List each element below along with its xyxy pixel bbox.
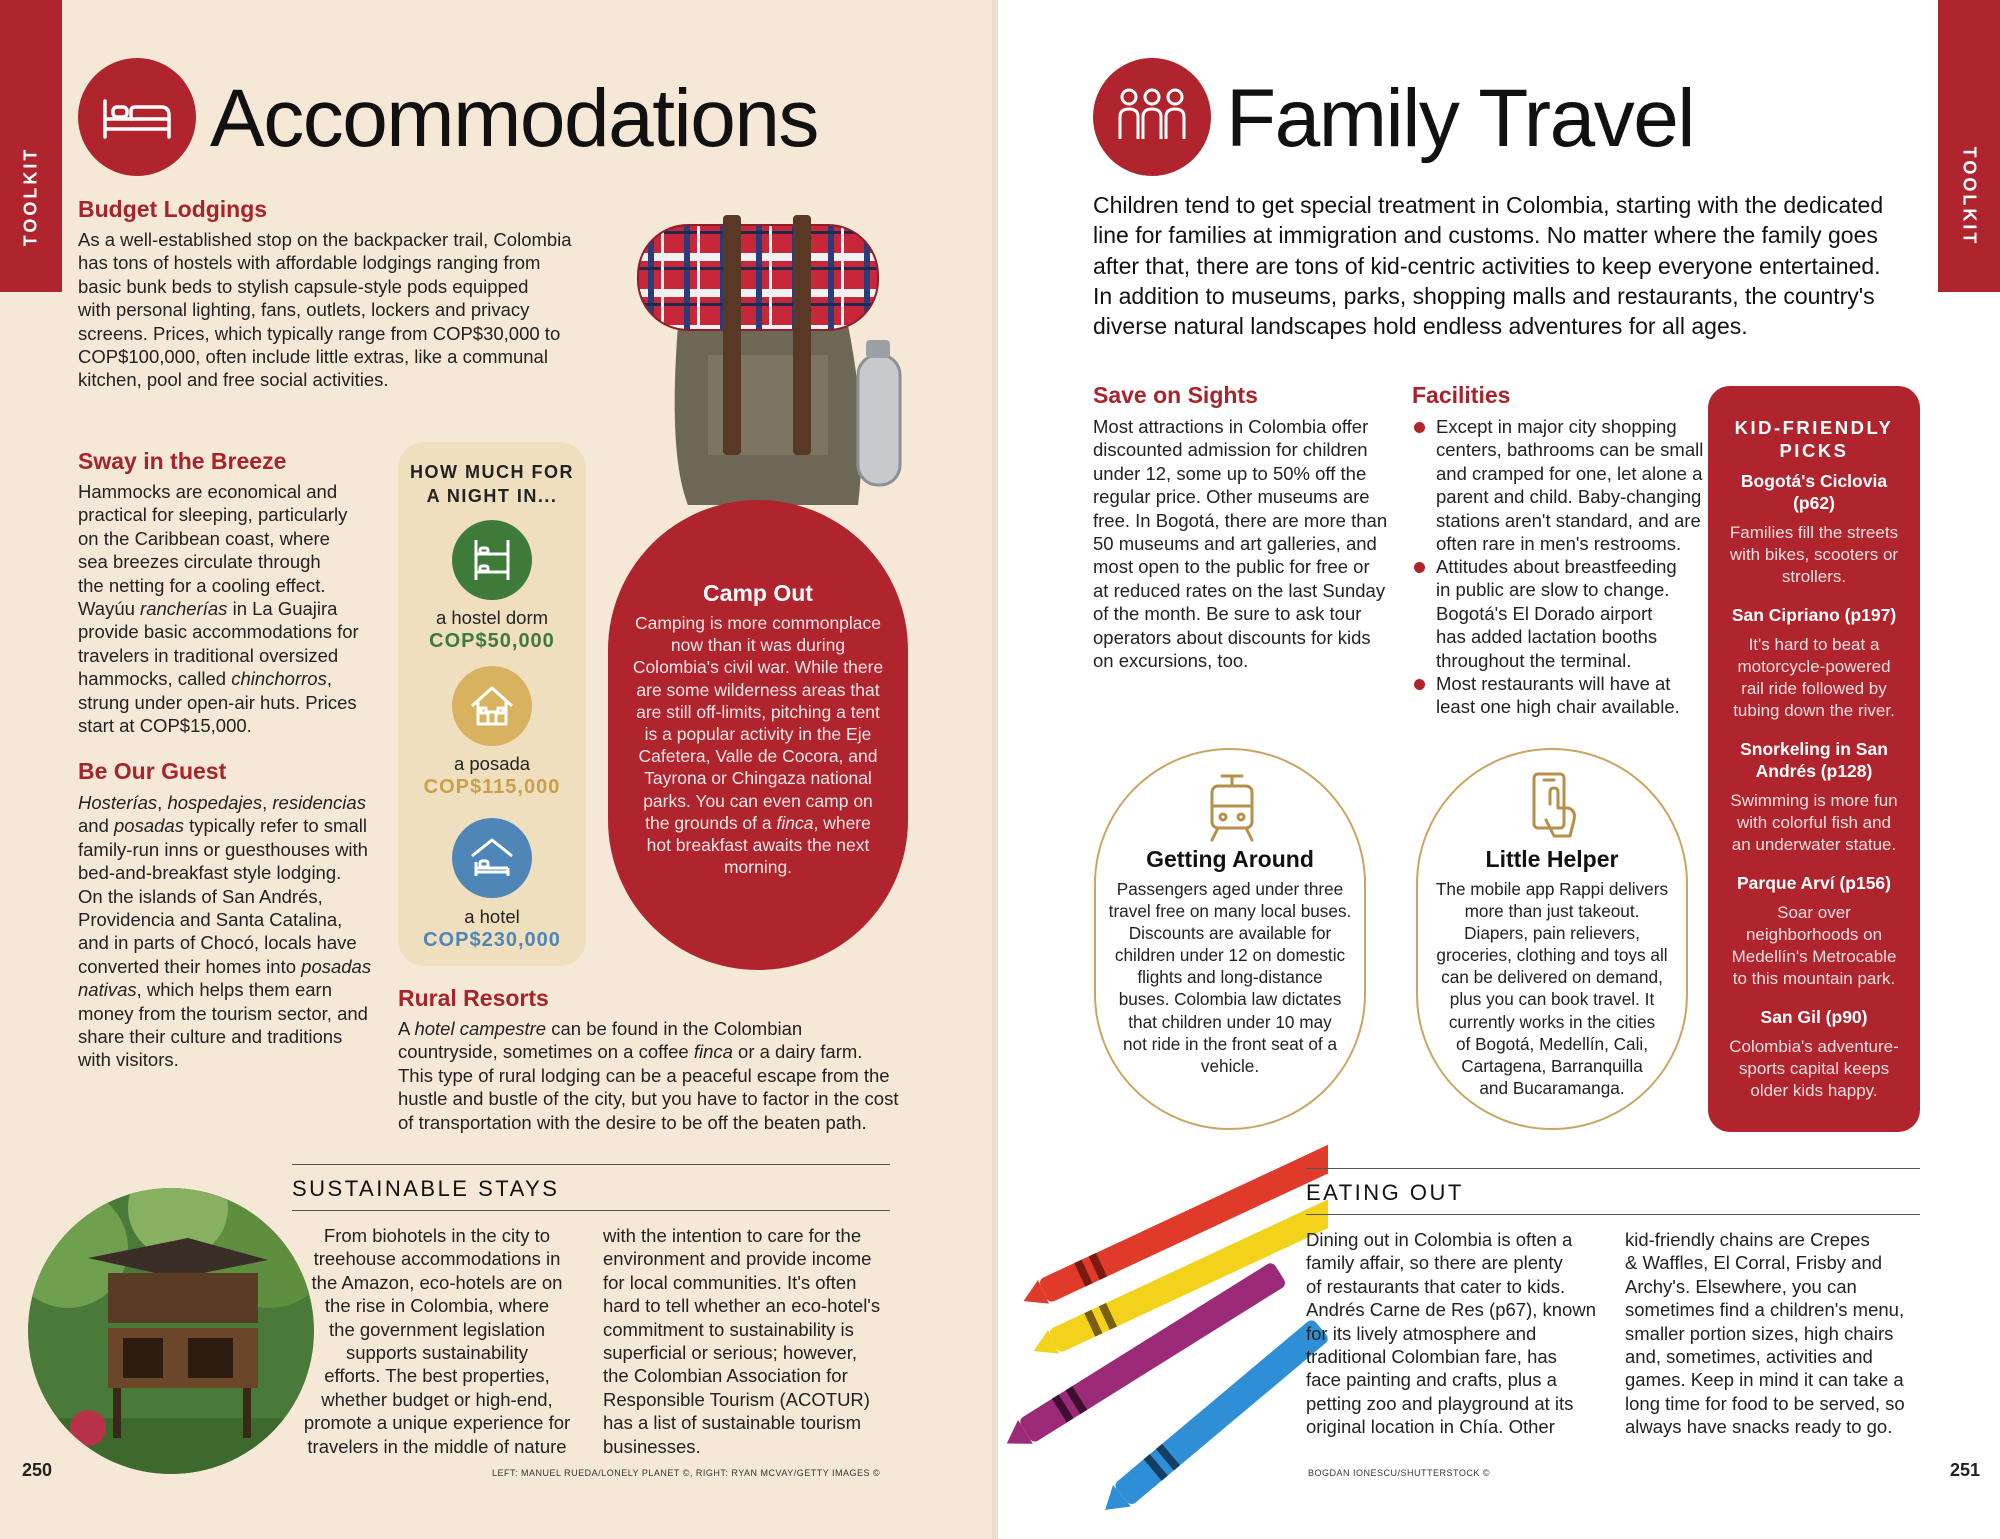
camp-out-heading: Camp Out (703, 580, 813, 606)
sights-text: Most attractions in Colombia offer discounted admission for children under 12, some up to 50% off the regular price. Other museums are free. In Bogotá, there are more than 50 museums and art galleries, and most open to the public for free or at reduced rates on the last Sunday of the month. Be sure to ask tour operators about discounts for kids on excursions, too. (1093, 416, 1388, 672)
hostel-label: a hostel dorm (435, 607, 549, 628)
eating-out-col2: kid-friendly chains are Crepes & Waffles, El Corral, Frisby and Archy's. Elsewhere, you can sometimes find a children's menu, smaller portion sizes, high chairs and, sometimes, activities and games. Keep in mind it can take a long time for food to be served, so always have snacks ready to go. (1625, 1229, 1905, 1438)
chapter-title: Accommodations (210, 73, 818, 164)
posada-price: COP$115,000 (423, 776, 561, 798)
left-page (0, 0, 998, 1539)
guest-heading: Be Our Guest (78, 758, 227, 784)
little-helper-heading: Little Helper (1485, 846, 1619, 872)
phone-tap-icon (1524, 770, 1584, 846)
pick-heading: Bogotá's Ciclovia (p62) (1740, 471, 1888, 513)
divider (1306, 1168, 1920, 1169)
pick-text: Colombia's adventure- sports capital keeps older kids happy. (1729, 1037, 1899, 1100)
sights-heading: Save on Sights (1093, 382, 1258, 408)
sway-heading: Sway in the Breeze (78, 448, 287, 474)
budget-heading: Budget Lodgings (78, 196, 268, 222)
side-tab-toolkit: TOOLKIT (0, 0, 62, 292)
pick-heading: Parque Arví (p156) (1737, 873, 1891, 893)
treehouse-photo (28, 1188, 314, 1474)
sustainable-col1: From biohotels in the city to treehouse accommodations in the Amazon, eco-hotels are on the rise in Colombia, where the government legislation supports sustainability efforts. The best properties, whether budget or high-end, promote a unique experience for travelers in the middle of nature (303, 1225, 571, 1457)
getting-around-text: Passengers aged under three travel free on many local buses. Discounts are available for children under 12 on domestic flights and long-distance buses. Colombia law dictates that children under 10 may not ride in the front seat of a vehicle. (1108, 879, 1352, 1076)
posada-label: a posada (453, 753, 531, 774)
photo-credit: LEFT: MANUEL RUEDA/LONELY PLANET ©, RIGHT: RYAN MCVAY/GETTY IMAGES © (492, 1468, 881, 1478)
pick-text: Swimming is more fun with colorful fish and an underwater statue. (1730, 791, 1898, 854)
divider (292, 1164, 890, 1165)
rural-heading: Rural Resorts (398, 985, 549, 1011)
pick-text: Families fill the streets with bikes, scooters or strollers. (1729, 523, 1899, 586)
bunk-bed-icon (452, 520, 532, 600)
pick-text: It's hard to beat a motorcycle-powered rail ride followed by tubing down the river. (1733, 635, 1895, 720)
bed-icon (78, 58, 196, 176)
page-number: 251 (1950, 1460, 1981, 1480)
little-helper-text: The mobile app Rappi delivers more than just takeout. Diapers, pain relievers, groceries, clothing and toys all can be delivered on demand, plus you can book travel. It currently works in the cities of Bogotá, Medellín, Cali, Cartagena, Barranquilla and Bucaramanga. (1435, 879, 1669, 1098)
how-much-title: HOW MUCH FOR A NIGHT IN... (410, 462, 574, 506)
chapter-title: Family Travel (1226, 73, 1695, 164)
pick-heading: Snorkeling in San Andrés (p128) (1740, 739, 1888, 781)
facilities-bullet-2: Attitudes about breastfeeding in public are slow to change. Bogotá's El Dorado airport has added lactation booths throughout the terminal. (1436, 556, 1677, 671)
sustainable-col2: with the intention to care for the environment and provide income for local communities. It's often hard to tell whether an eco-hotel's commitment to sustainability is superficial or serious; however, the Colombian Association for Responsible Tourism (ACOTUR) has a list of sustainable tourism businesses. (603, 1225, 881, 1457)
eating-out-heading: EATING OUT (1306, 1180, 1464, 1205)
pick-heading: San Cipriano (p197) (1731, 605, 1897, 625)
crayons-photo (998, 1130, 1328, 1510)
rural-text: A hotel campestre can be found in the Colombian countryside, sometimes on a coffee finca or a dairy farm. This type of rural lodging can be a peaceful escape from the hustle and bustle of the city, but you have to factor in the cost of transportation with the desire to be off the beaten path. (398, 1018, 899, 1133)
family-icon (1093, 58, 1211, 176)
kid-picks-title: KID-FRIENDLY PICKS (1734, 417, 1894, 461)
little-helper-box (1416, 748, 1688, 1130)
bullet (1414, 679, 1425, 690)
budget-text: As a well-established stop on the backpacker trail, Colombia has tons of hostels with affordable lodgings ranging from basic bunk beds to stylish capsule-style pods equipped with personal lighting, fans, outlets, lockers and privacy screens. Prices, which typically range from COP$30,000 to COP$100,000, often include little extras, like a communal kitchen, pool and free social activities. (78, 229, 572, 391)
backpack-photo (598, 205, 928, 535)
facilities-bullet-1: Except in major city shopping centers, bathrooms can be small and cramped for one, let alone a parent and child. Baby-changing stations aren't standard, and are often rare in men's restrooms. (1436, 416, 1704, 555)
pick-heading: San Gil (p90) (1760, 1007, 1868, 1027)
camp-out-text: Camping is more commonplace now than it was during Colombia's civil war. While there are some wilderness areas that are still off-limits, pitching a tent is a popular activity in the Eje Cafetera, Valle de Cocora, and Tayrona or Chingaza national parks. You can even camp on the grounds of a finca, where hot breakfast awaits the next morning. (632, 613, 884, 878)
kid-friendly-picks (1708, 386, 1920, 1132)
how-much-box (398, 442, 586, 966)
intro-text: Children tend to get special treatment in Colombia, starting with the dedicated line for families at immigration and customs. No matter where the family goes after that, there are tons of kid-centric activities to keep everyone entertained. In addition to museums, parks, shopping malls and restaurants, the country's diverse natural landscapes hold endless adventures for all ages. (1093, 192, 1884, 340)
pick-text: Soar over neighborhoods on Medellín's Metrocable to this mountain park. (1731, 903, 1897, 988)
eating-out-col1: Dining out in Colombia is often a family affair, so there are plenty of restaurants that cater to kids. Andrés Carne de Res (p67), known for its lively atmosphere and traditional Colombian fare, has face painting and crafts, plus a petting zoo and playground at its original location in Chía. Other (1306, 1229, 1596, 1438)
side-tab-toolkit: TOOLKIT (1938, 0, 2000, 292)
sway-text: Hammocks are economical and practical for sleeping, particularly on the Caribbean coast, where sea breezes circulate through the netting for a cooling effect. Wayúu rancherías in La Guajira provide basic accommodations for travelers in traditional oversized hammocks, called chinchorros, strung under open-air huts. Prices start at COP$15,000. (78, 481, 359, 737)
sustainable-heading: SUSTAINABLE STAYS (292, 1176, 560, 1201)
guest-text: Hosterías, hospedajes, residencias and posadas typically refer to small family-run inns or guesthouses with bed-and-breakfast style lodging. On the islands of San Andrés, Providencia and Santa Catalina, and in parts of Chocó, locals have converted their homes into posadas nativas, which helps them earn money from the tourism sector, and share their culture and traditions with visitors. (78, 792, 372, 1071)
photo-credit: BOGDAN IONESCU/SHUTTERSTOCK © (1308, 1468, 1490, 1478)
getting-around-box (1094, 748, 1366, 1130)
page-number: 250 (22, 1460, 53, 1480)
hostel-price: COP$50,000 (429, 630, 555, 652)
divider (1306, 1214, 1920, 1215)
hotel-label: a hotel (464, 906, 520, 927)
hotel-price: COP$230,000 (423, 929, 561, 951)
getting-around-heading: Getting Around (1146, 846, 1314, 872)
bullet (1414, 562, 1425, 573)
facilities-bullet-3: Most restaurants will have at least one high chair available. (1436, 673, 1680, 718)
right-page (998, 0, 2000, 1539)
house-icon (452, 666, 532, 746)
divider (292, 1210, 890, 1211)
tram-icon (1202, 770, 1262, 846)
camp-out-box (608, 500, 908, 970)
bullet (1414, 422, 1425, 433)
hotel-bed-icon (452, 818, 532, 898)
facilities-heading: Facilities (1412, 382, 1511, 408)
